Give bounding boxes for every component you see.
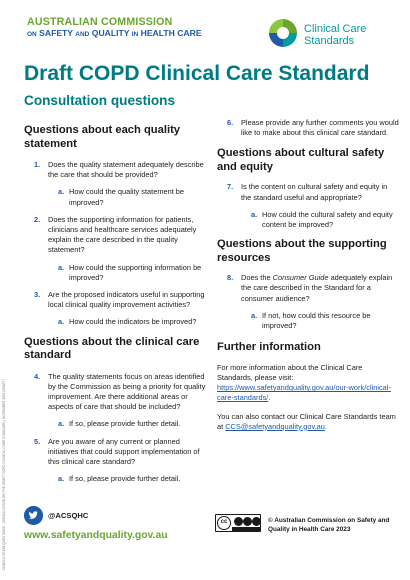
contact-paragraph: You can also contact our Clinical Care Standards team at CCS@safetyandquality.gov.au.: [217, 411, 396, 431]
question-8: 8. Does the Consumer Guide adequately explain the care described in the Standard for a consumer audience?: [227, 273, 393, 303]
email-link[interactable]: CCS@safetyandquality.gov.au: [225, 421, 325, 431]
question-6: 6. Please provide any further comments you would like to make about this clinical care standard.: [227, 118, 399, 138]
section-heading-supporting-resources: Questions about the supporting resources: [217, 238, 387, 264]
question-5: 5. Are you aware of any current or planned initiatives that could support implementation of this clinical care standard?: [34, 436, 200, 467]
side-footer-text: CONSULTATION QUESTIONS - CONSULTATION ON THE DRAFT COPD CLINICAL CARE STANDARD | NOVEMBER 2023 (DRAFT): [2, 379, 6, 570]
copyright-notice: © Australian Commission on Safety and Quality in Health Care 2023: [268, 517, 390, 533]
cc-nd-icon: [252, 517, 261, 526]
question-7a: a. How could the cultural safety and equity content be improved?: [251, 209, 393, 230]
question-8a: a. If not, how could this resource be improved?: [251, 310, 371, 331]
cc-label-strip: [232, 527, 260, 531]
section-heading-clinical-care-standard: Questions about the clinical care standard: [24, 335, 200, 362]
question-4: 4. The quality statements focus on areas identified by the Commission as being a priority for quality improvement. Are there additional areas or aspects of care that should be included?: [34, 371, 206, 412]
question-3: 3. Are the proposed indicators useful in supporting local clinical quality improvement activities?: [34, 290, 205, 310]
website-link[interactable]: www.safetyandquality.gov.au: [24, 530, 168, 541]
page-header: [27, 16, 388, 52]
acsqhc-logo-line2: ON SAFETY AND QUALITY IN HEALTH CARE: [27, 28, 202, 38]
question-2a: a. How could the supporting information be improved?: [58, 262, 202, 282]
question-1a: a. How could the quality statement be improved?: [58, 187, 185, 207]
section-heading-further-information: Further information: [217, 341, 321, 354]
question-5a: a. If so, please provide further detail.: [58, 474, 181, 484]
question-1: 1. Does the quality statement adequately describe the care that should be provided?: [34, 160, 204, 180]
creative-commons-badge[interactable]: [215, 514, 261, 532]
clinical-care-standards-icon: [268, 18, 298, 48]
section-heading-quality-statement: Questions about each quality statement: [24, 124, 181, 150]
clinical-care-standards-wordmark: Clinical Care Standards: [304, 23, 367, 47]
cc-icon: cc: [217, 516, 231, 530]
clinical-care-standards-link[interactable]: https://www.safetyandquality.gov.au/our-work/clinical-care-standards/: [217, 383, 391, 403]
twitter-handle[interactable]: @ACSQHC: [48, 511, 89, 520]
cc-nc-icon: [243, 517, 252, 526]
section-heading-cultural-safety: Questions about cultural safety and equity: [217, 147, 385, 173]
left-column: [24, 118, 206, 484]
page-subtitle: Consultation questions: [24, 93, 176, 108]
question-7: 7. Is the content on cultural safety and equity in the standard useful and appropriate?: [227, 182, 388, 202]
twitter-icon[interactable]: [24, 506, 43, 525]
question-3a: a. How could the indicators be improved?: [58, 317, 197, 327]
acsqhc-logo[interactable]: [27, 16, 217, 40]
further-info-paragraph: For more information about the Clinical Care Standards, please visit: https://www.safetyandquality.gov.au/our-work/clinical-care-standards/.: [217, 362, 391, 403]
clinical-care-standards-logo[interactable]: [268, 18, 388, 50]
footer-social: [24, 506, 224, 546]
cc-by-icon: [234, 517, 243, 526]
page-title: Draft COPD Clinical Care Standard: [24, 62, 370, 85]
right-column: [217, 118, 399, 432]
question-4a: a. If so, please provide further detail.: [58, 419, 181, 429]
question-2: 2. Does the supporting information for patients, clinicians and healthcare services adequately explain the care described in the quality statement?: [34, 214, 197, 255]
acsqhc-logo-line1: AUSTRALIAN COMMISSION: [27, 16, 173, 28]
